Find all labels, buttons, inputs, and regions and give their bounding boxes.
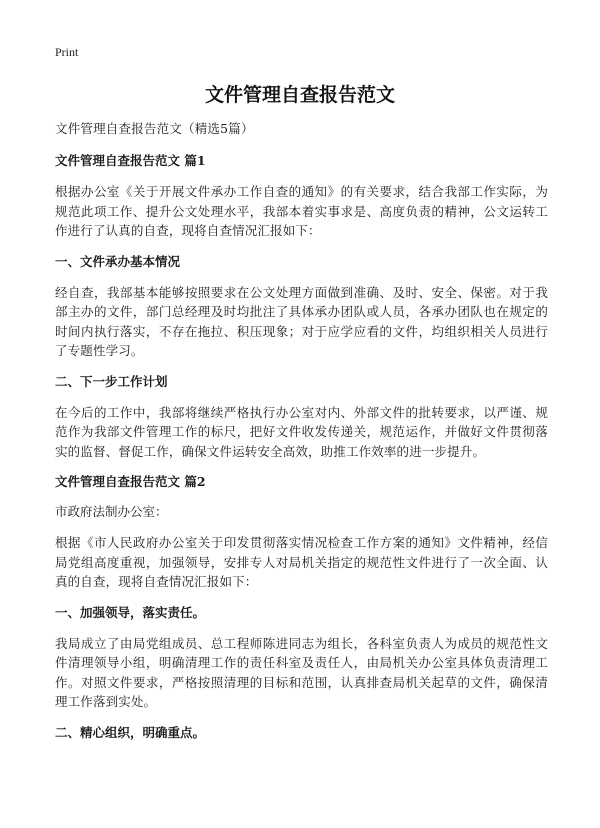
article-2-salutation: 市政府法制办公室：	[55, 504, 168, 519]
document-subtitle: 文件管理自查报告范文（精选5篇）	[55, 121, 254, 136]
article-2-heading: 文件管理自查报告范文 篇2	[55, 474, 206, 489]
article-1-section-1-text: 经自查，我部基本能够按照要求在公文处理方面做到准确、及时、安全、保密。对于我部主办的文件，部门总经理及时均批注了具体承办团队或人员，各承办团队也在规定的时间内执行落实，不存在拖拉、积压现象；对于应学应看的文件，均组织相关人员进行了专题性学习。	[55, 284, 548, 358]
article-1-section-2-heading: 二、下一步工作计划	[55, 373, 168, 389]
article-1-section-2-text: 在今后的工作中，我部将继续严格执行办公室对内、外部文件的批转要求，以严谨、规范作为我部文件管理工作的标尺，把好文件收发传递关，规范运作，并做好文件贯彻落实的监督、督促工作，确保文件运转安全高效，助推工作效率的进一步提升。	[55, 404, 548, 459]
article-2-section-1-heading: 一、加强领导，落实责任。	[55, 604, 206, 620]
article-2-section-2-heading: 二、精心组织，明确重点。	[55, 724, 206, 740]
article-1-heading: 文件管理自查报告范文 篇1	[55, 153, 206, 168]
article-1-section-1-heading: 一、文件承办基本情况	[55, 253, 181, 269]
article-2-intro: 根据《市人民政府办公室关于印发贯彻落实情况检查工作方案的通知》文件精神，经信局党组高度重视，加强领导，安排专人对局机关指定的规范性文件进行了一次全面、认真的自查，现将自查情况汇报如下：	[55, 535, 548, 589]
print-label[interactable]: Print	[55, 45, 79, 59]
page-title: 文件管理自查报告范文	[204, 84, 395, 106]
article-2-section-1-text: 我局成立了由局党组成员、总工程师陈进同志为组长，各科室负责人为成员的规范性文件清理领导小组，明确清理工作的责任科室及责任人，由局机关办公室具体负责清理工作。对照文件要求，严格按照清理的目标和范围，认真排查局机关起草的文件，确保清理工作落到实处。	[55, 635, 548, 709]
article-1-intro: 根据办公室《关于开展文件承办工作自查的通知》的有关要求，结合我部工作实际，为规范此项工作、提升公文处理水平，我部本着实事求是、高度负责的精神，公文运转工作进行了认真的自查，现将自查情况汇报如下：	[55, 184, 548, 238]
document-body	[55, 120, 548, 754]
